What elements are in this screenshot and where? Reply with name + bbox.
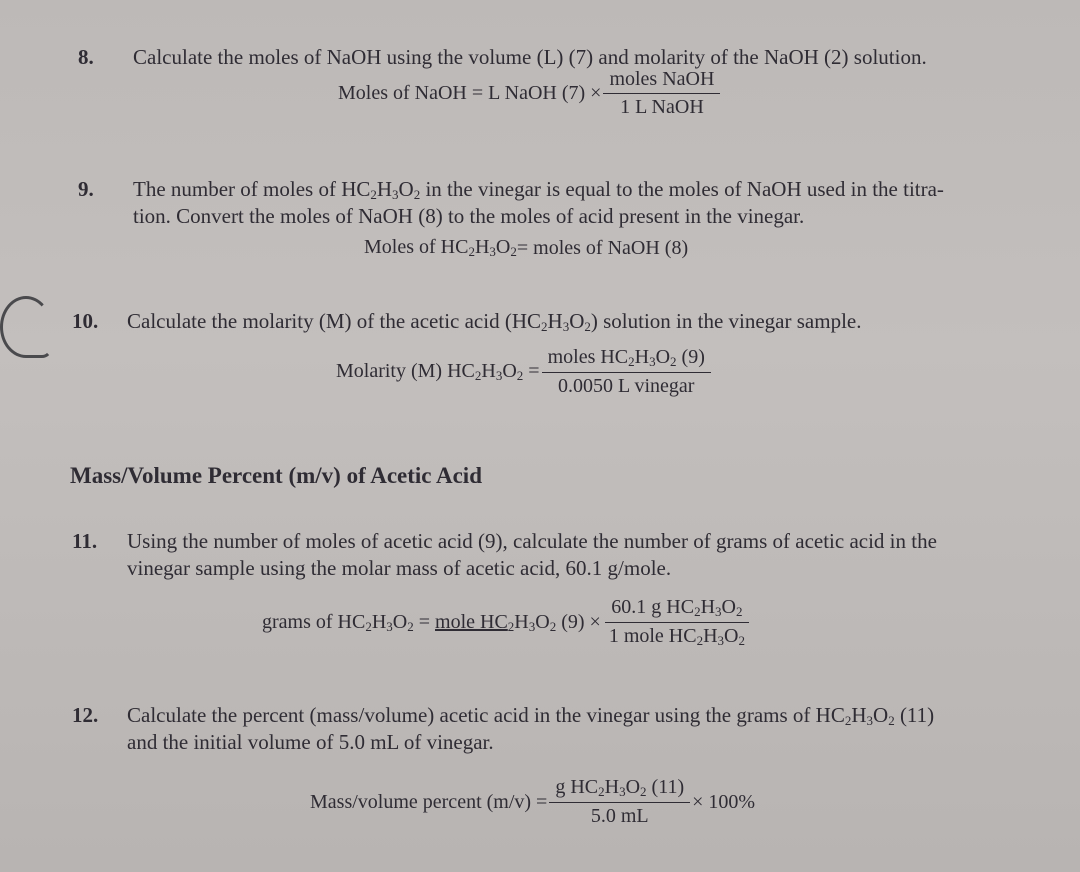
section-heading: Mass/Volume Percent (m/v) of Acetic Acid: [70, 463, 482, 488]
equation-fraction: [549, 776, 690, 828]
equation-rhs: = moles of NaOH (8): [516, 236, 689, 259]
equation-fraction: [542, 346, 711, 398]
question-text-line1: Using the number of moles of acetic acid (9), calculate the number of grams of acetic acid in the: [127, 529, 937, 553]
equation-10: [336, 346, 713, 398]
fraction-numerator: 60.1 g $HC_2H_3O_2$: [605, 596, 748, 623]
question-text: Calculate the molarity (M) of the acetic acid $(HC_2H_3O_2)$ solution in the vinegar sample.: [127, 309, 862, 334]
question-number: 9.: [78, 177, 94, 201]
question-text-line2: vinegar sample using the molar mass of acetic acid, 60.1 g/mole.: [127, 556, 672, 580]
equation-9: [364, 236, 688, 260]
question-9: [78, 176, 1048, 232]
equation-lhs: Molarity (M) $HC_2H_3O_2$ =: [336, 360, 540, 383]
fraction-denominator: 0.0050 L vinegar: [558, 375, 695, 397]
question-number: 11.: [72, 529, 98, 553]
fraction-numerator: moles $HC_2H_3O_2$ (9): [542, 346, 711, 373]
equation-tail: × 100%: [692, 790, 756, 813]
question-text-line1: The number of moles of $HC_2H_3O_2$ in the vinegar is equal to the moles of NaOH used in the titra-: [133, 177, 944, 202]
fraction-numerator: moles NaOH: [603, 68, 720, 94]
equation-fraction: [603, 68, 720, 119]
equation-fraction: [603, 596, 751, 649]
equation-lhs: Mass/volume percent (m/v) =: [310, 790, 548, 813]
fraction-denominator: 1 L NaOH: [620, 96, 704, 118]
question-text-line2: tion. Convert the moles of NaOH (8) to the moles of acid present in the vinegar.: [133, 204, 805, 228]
equation-term: L NaOH (7) ×: [488, 82, 602, 104]
equation-term: mole $HC_2H_3O_2$ (9) ×: [435, 610, 601, 634]
equation-lhs: Moles of NaOH =: [338, 82, 484, 104]
question-number: 12.: [72, 703, 99, 727]
fraction-denominator: 1 mole $HC_2H_3O_2$: [608, 625, 745, 648]
equation-lhs: Moles of $HC_2H_3O_2$: [364, 236, 517, 259]
question-text-line2: and the initial volume of 5.0 mL of vinegar.: [127, 730, 494, 754]
fraction-denominator: 5.0 mL: [590, 805, 649, 827]
question-number: 8.: [78, 45, 94, 69]
question-number: 10.: [72, 309, 99, 333]
question-10: [72, 308, 1042, 338]
equation-12: [310, 776, 755, 828]
question-12: [72, 702, 1062, 758]
equation-lhs: grams of $HC_2H_3O_2$ =: [262, 610, 436, 634]
equation-8: [338, 68, 722, 119]
binder-ring-icon: [0, 296, 52, 358]
equation-11: [262, 596, 753, 649]
question-text-line1: Calculate the percent (mass/volume) acetic acid in the vinegar using the grams of $HC_2H_3O_2$ (11): [127, 703, 935, 728]
question-11: [72, 528, 1052, 584]
question-text: Calculate the moles of NaOH using the volume (L) (7) and molarity of the NaOH (2) solution.: [133, 45, 927, 69]
fraction-numerator: g $HC_2H_3O_2$ (11): [549, 776, 690, 803]
